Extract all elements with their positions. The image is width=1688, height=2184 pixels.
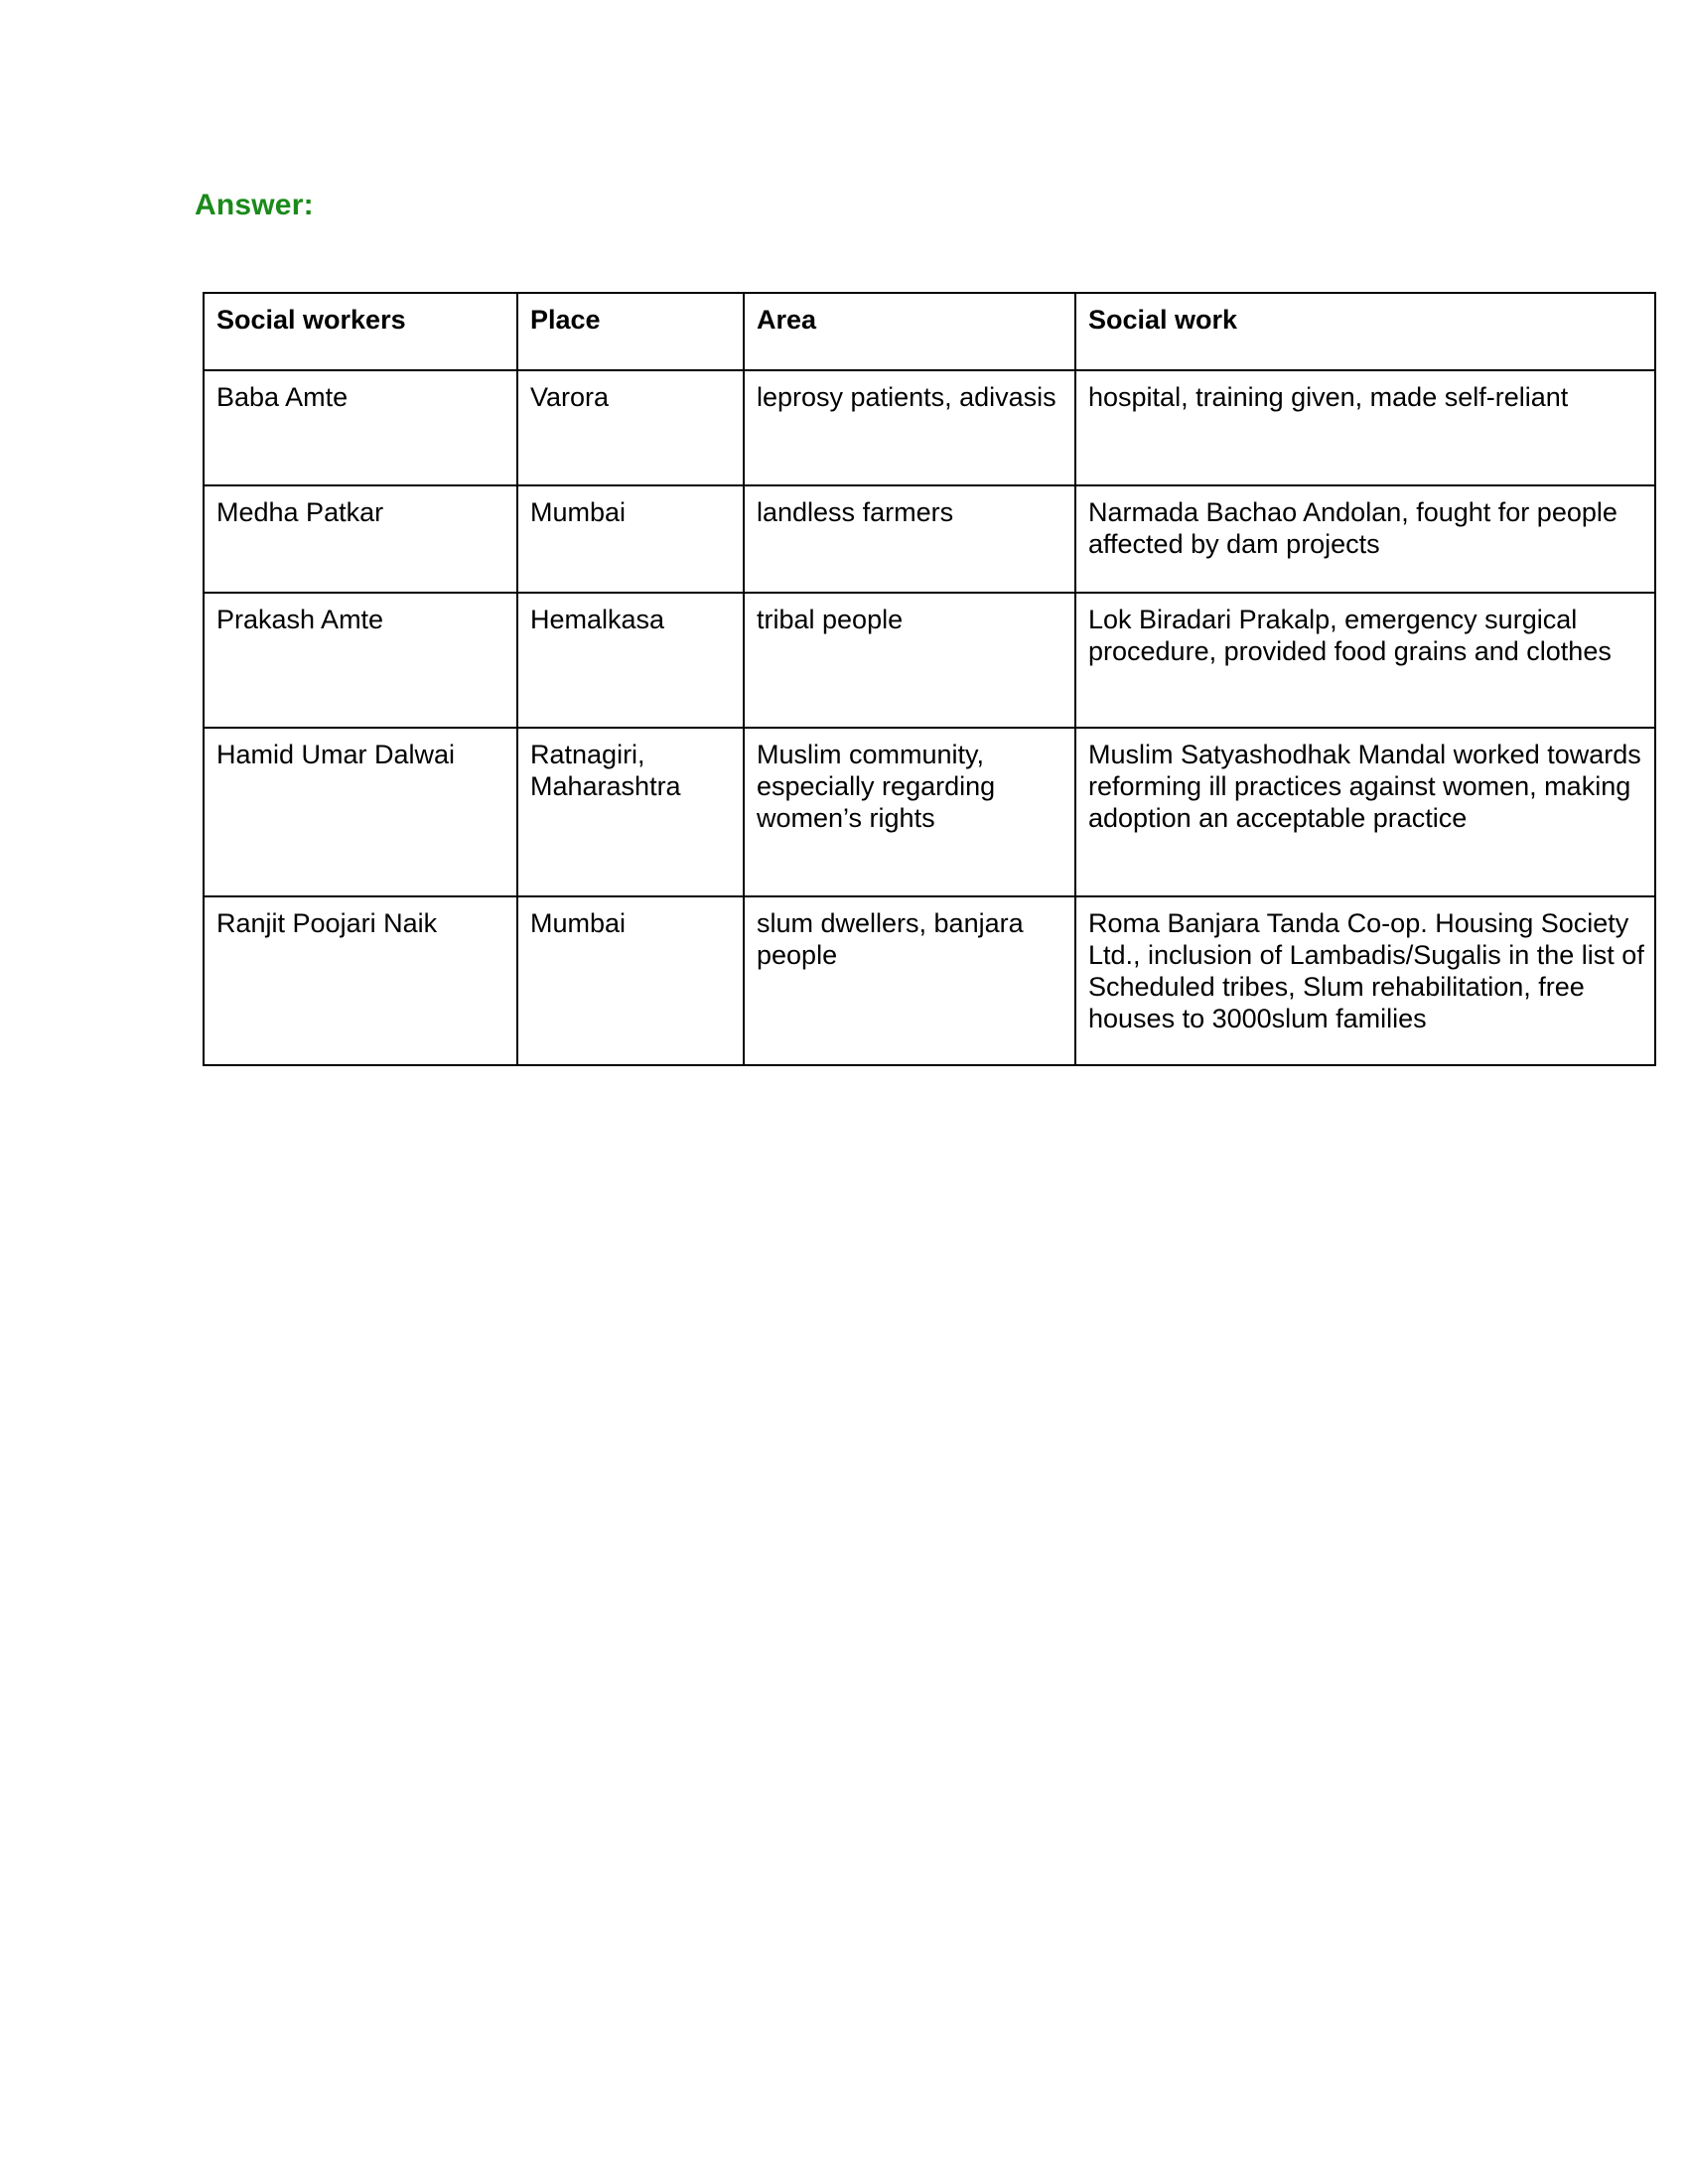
table-row — [204, 370, 1655, 485]
cell-area: slum dwellers, banjara people — [744, 896, 1075, 1065]
table-header — [204, 293, 1655, 370]
column-header-area: Area — [744, 293, 1075, 370]
table-row — [204, 485, 1655, 593]
table-body — [204, 370, 1655, 1065]
cell-social-work: hospital, training given, made self-reliant — [1075, 370, 1655, 485]
cell-social-work: Roma Banjara Tanda Co-op. Housing Society Ltd., inclusion of Lambadis/Sugalis in the list of Scheduled tribes, Slum rehabilitation, free houses to 3000slum families — [1075, 896, 1655, 1065]
cell-social-worker: Baba Amte — [204, 370, 517, 485]
cell-social-worker: Ranjit Poojari Naik — [204, 896, 517, 1065]
cell-social-worker: Hamid Umar Dalwai — [204, 728, 517, 896]
column-header-social-workers: Social workers — [204, 293, 517, 370]
cell-place: Mumbai — [517, 896, 744, 1065]
cell-social-work: Narmada Bachao Andolan, fought for people affected by dam projects — [1075, 485, 1655, 593]
cell-area: leprosy patients, adivasis — [744, 370, 1075, 485]
cell-social-worker: Medha Patkar — [204, 485, 517, 593]
table-row — [204, 593, 1655, 728]
table-row — [204, 728, 1655, 896]
column-header-social-work: Social work — [1075, 293, 1655, 370]
answer-heading: Answer: — [195, 189, 314, 221]
cell-place: Mumbai — [517, 485, 744, 593]
cell-place: Varora — [517, 370, 744, 485]
cell-place: Hemalkasa — [517, 593, 744, 728]
cell-area: landless farmers — [744, 485, 1075, 593]
social-workers-table — [203, 292, 1656, 1066]
column-header-place: Place — [517, 293, 744, 370]
table-row — [204, 896, 1655, 1065]
cell-area: Muslim community, especially regarding women’s rights — [744, 728, 1075, 896]
cell-area: tribal people — [744, 593, 1075, 728]
cell-social-worker: Prakash Amte — [204, 593, 517, 728]
table-header-row — [204, 293, 1655, 370]
cell-social-work: Lok Biradari Prakalp, emergency surgical procedure, provided food grains and clothes — [1075, 593, 1655, 728]
cell-social-work: Muslim Satyashodhak Mandal worked towards reforming ill practices against women, making adoption an acceptable practice — [1075, 728, 1655, 896]
cell-place: Ratnagiri, Maharashtra — [517, 728, 744, 896]
